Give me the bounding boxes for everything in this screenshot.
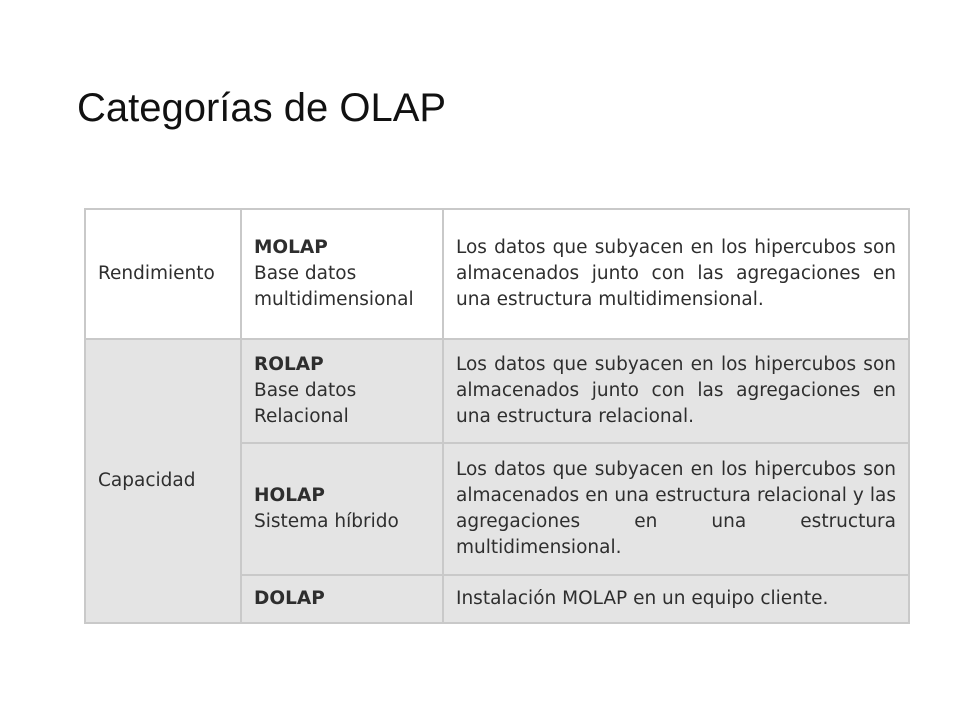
type-cell <box>241 443 443 575</box>
type-name: MOLAP <box>254 237 328 258</box>
type-cell <box>241 575 443 623</box>
type-name: DOLAP <box>254 588 325 609</box>
type-cell <box>241 209 443 339</box>
type-subtitle: Relacional <box>254 406 349 427</box>
description-cell: Instalación MOLAP en un equipo cliente. <box>443 575 909 623</box>
type-subtitle: Sistema híbrido <box>254 511 399 532</box>
type-subtitle: Base datos <box>254 263 357 284</box>
description-cell: Los datos que subyacen en los hipercubos son almacenados en una estructura relacional y las agregaciones en una estructura multidimensional. <box>443 443 909 575</box>
slide-title: Categorías de OLAP <box>77 86 447 130</box>
description-cell: Los datos que subyacen en los hipercubos son almacenados junto con las agregaciones en una estructura relacional. <box>443 339 909 443</box>
type-name: ROLAP <box>254 354 324 375</box>
type-subtitle: Base datos <box>254 380 357 401</box>
olap-categories-table <box>84 208 910 624</box>
category-cell: Capacidad <box>85 339 241 623</box>
table-row-molap <box>85 209 909 339</box>
category-cell: Rendimiento <box>85 209 241 339</box>
type-cell <box>241 339 443 443</box>
table-row-rolap <box>85 339 909 443</box>
type-name: HOLAP <box>254 485 325 506</box>
description-cell: Los datos que subyacen en los hipercubos son almacenados junto con las agregaciones en una estructura multidimensional. <box>443 209 909 339</box>
type-subtitle: multidimensional <box>254 289 414 310</box>
